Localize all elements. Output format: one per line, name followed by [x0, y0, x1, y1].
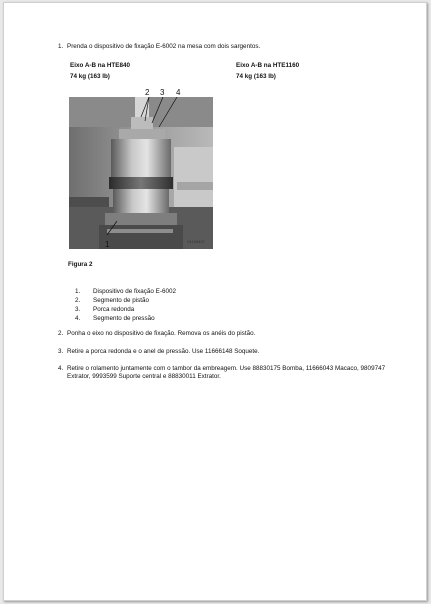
legend-4-number: 4.: [75, 315, 81, 322]
callout-1: 1: [105, 240, 110, 249]
weight-right-title: Eixo A-B na HTE1160: [236, 62, 300, 69]
document-page: [3, 2, 427, 601]
step-1-number: 1.: [58, 43, 64, 50]
step-4-number: 4.: [58, 365, 64, 372]
step-3-text: Retire a porca redonda e o anel de pressão. Use 11666148 Soquete.: [67, 348, 260, 355]
legend-3-number: 3.: [75, 306, 81, 313]
callout-2: 2: [145, 88, 150, 97]
figure-caption: Figura 2: [68, 261, 93, 268]
legend-1-label: Dispositivo de fixação E-6002: [93, 288, 176, 295]
weight-left-value: 74 kg (163 lb): [70, 73, 110, 80]
legend-1-number: 1.: [75, 288, 81, 295]
legend-2-number: 2.: [75, 297, 81, 304]
figure-image-id: V1129407: [187, 239, 205, 244]
step-4-text: Retire o rolamento juntamente com o tambor da embreagem. Use 88830175 Bomba, 11666043 Macaco, 9809747 Extrator, 9993599 Suporte central e 88830011 Extrator.: [67, 365, 386, 380]
weight-left-title: Eixo A-B na HTE840: [70, 62, 130, 69]
step-3-number: 3.: [58, 348, 64, 355]
legend-4-label: Segmento de pressão: [93, 315, 155, 322]
figure-photo: [69, 97, 213, 249]
step-2-number: 2.: [58, 330, 64, 337]
step-2-text: Ponha o eixo no dispositivo de fixação. Remova os anéis do pistão.: [67, 330, 256, 337]
legend-3-label: Porca redonda: [93, 306, 135, 313]
step-1-text: Prenda o dispositivo de fixação E-6002 na mesa com dois sargentos.: [67, 43, 261, 50]
callout-3: 3: [160, 88, 165, 97]
callout-4: 4: [176, 88, 181, 97]
weight-right-value: 74 kg (163 lb): [236, 73, 276, 80]
legend-2-label: Segmento de pistão: [93, 297, 150, 304]
